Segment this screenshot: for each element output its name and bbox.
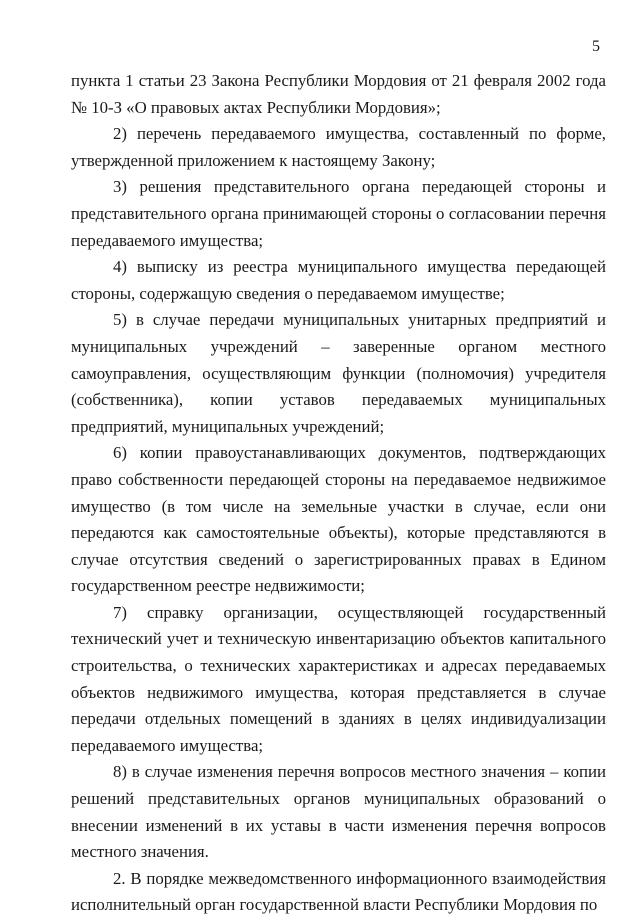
paragraph: 4) выписку из реестра муниципального имущества передающей стороны, содержащую сведения о передаваемом имуществе; <box>71 257 606 303</box>
document-body <box>71 68 606 919</box>
paragraph: 2. В порядке межведомственного информационного взаимодействия исполнительный орган государственной власти Республики Мордовия по <box>71 868 606 915</box>
page-number: 5 <box>592 38 600 55</box>
paragraph: пункта 1 статьи 23 Закона Республики Мордовия от 21 февраля 2002 года № 10-З «О правовых актах Республики Мордовия»; <box>71 71 606 117</box>
paragraph: 6) копии правоустанавливающих документов, подтверждающих право собственности передающей стороны на передаваемое недвижимое имущество (в том числе на земельные участки в случае, если они передаются как самостоятельные объекты), которые представляются в случае отсутствия сведений о зарегистрированных правах в Едином государственном реестре недвижимости; <box>71 443 606 596</box>
paragraph: 7) справку организации, осуществляющей государственный технический учет и техническую инвентаризацию объектов капитального строительства, о технических характеристиках и адресах передаваемых объектов недвижимого имущества, которая представляется в случае передачи отдельных помещений в зданиях в целях индивидуализации передаваемого имущества; <box>71 602 606 755</box>
paragraph: 8) в случае изменения перечня вопросов местного значения – копии решений представительных органов муниципальных образований о внесении изменений в их уставы в части изменения перечня вопросов местного значения. <box>71 762 606 862</box>
paragraph: 3) решения представительного органа передающей стороны и представительного органа принимающей стороны о согласовании перечня передаваемого имущества; <box>71 177 606 250</box>
paragraph: 5) в случае передачи муниципальных унитарных предприятий и муниципальных учреждений – заверенные органом местного самоуправления, осуществляющим функции (полномочия) учредителя (собственника), копии уставов передаваемых муниципальных предприятий, муниципальных учреждений; <box>71 310 606 436</box>
paragraph: 2) перечень передаваемого имущества, составленный по форме, утвержденной приложением к настоящему Закону; <box>71 124 606 170</box>
